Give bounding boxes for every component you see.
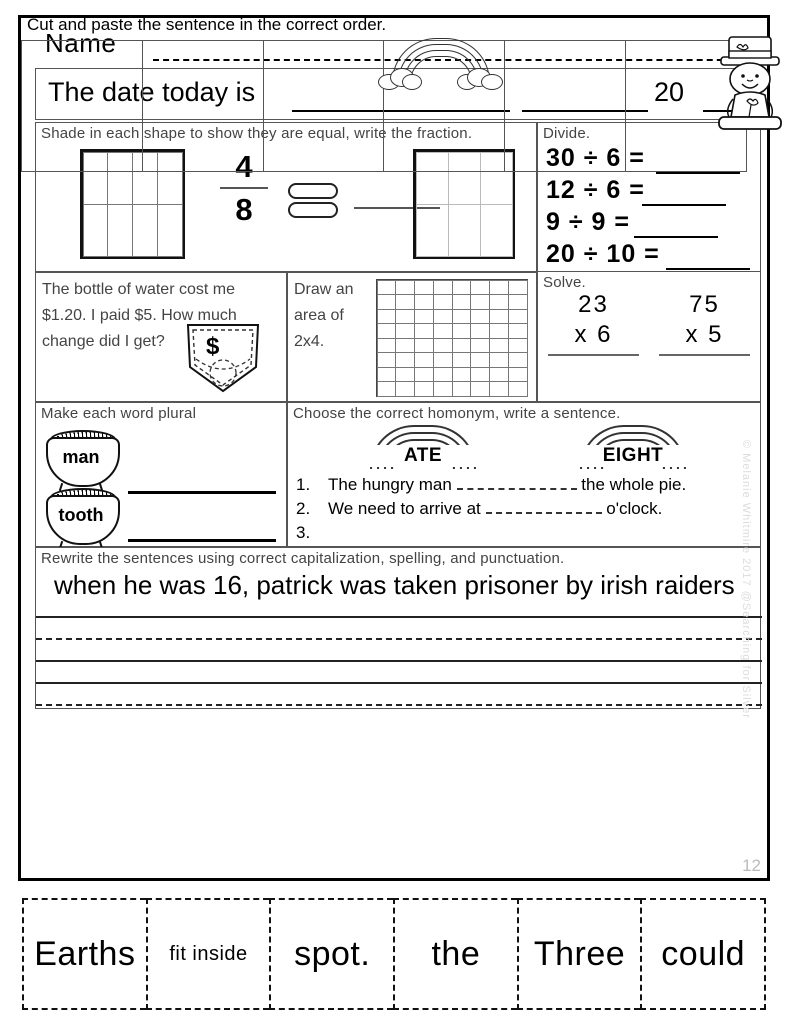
grid-cell[interactable]: [377, 294, 397, 310]
solve-problems: [538, 290, 760, 356]
word-card-label: the: [431, 934, 481, 973]
area-line-1: Draw an: [294, 281, 354, 298]
name-label: Name: [45, 28, 117, 58]
plural-word: tooth: [58, 505, 104, 525]
plural-word: man: [62, 447, 100, 467]
grid-cell[interactable]: [452, 338, 472, 354]
grid-cell[interactable]: [414, 323, 434, 339]
grid-cell[interactable]: [470, 352, 490, 368]
area-line-3: 2x4.: [294, 333, 325, 350]
money-pocket-icon: [182, 321, 264, 395]
pot-of-gold-icon: [44, 427, 118, 485]
equals-sign-icon: [288, 183, 338, 218]
grid-cell[interactable]: [508, 352, 528, 368]
word-card[interactable]: [517, 898, 641, 1010]
solve-operand-bottom: x 5: [685, 321, 724, 348]
homonym-text-after: the whole pie.: [581, 475, 687, 494]
cut-paste-cell[interactable]: [505, 41, 626, 171]
grid-cell[interactable]: [377, 338, 397, 354]
plural-title: Make each word plural: [41, 405, 197, 422]
solve-operand-bottom: x 6: [574, 321, 613, 348]
word-card-label: Earths: [34, 934, 136, 973]
homonym-blank[interactable]: [486, 512, 602, 514]
grid-cell[interactable]: [395, 381, 415, 397]
grid-cell[interactable]: [489, 323, 509, 339]
area-drawing-grid[interactable]: [376, 279, 528, 397]
divide-expression: 20 ÷ 10 =: [546, 240, 660, 268]
grid-cell[interactable]: [452, 309, 472, 325]
grid-cell[interactable]: [395, 323, 415, 339]
grid-cell[interactable]: [395, 309, 415, 325]
divide-answer-blank[interactable]: [634, 211, 718, 238]
grid-cell[interactable]: [508, 294, 528, 310]
rewrite-sentence: when he was 16, patrick was taken prisoner by irish raiders: [54, 570, 735, 600]
handwriting-line-solid[interactable]: [36, 660, 762, 662]
cut-paste-cell[interactable]: [264, 41, 385, 171]
word-card[interactable]: [640, 898, 766, 1010]
svg-text:$: $: [206, 333, 220, 360]
grid-cell[interactable]: [132, 204, 158, 257]
grid-cell[interactable]: [414, 381, 434, 397]
solve-title: Solve.: [543, 274, 586, 291]
money-line-2: $1.20. I paid $5. How much: [42, 307, 237, 324]
fraction-bar: [220, 187, 268, 189]
area-instruction: [288, 273, 376, 355]
grid-cell[interactable]: [395, 367, 415, 383]
rewrite-panel: [35, 547, 761, 709]
date-label: The date today is: [48, 77, 256, 107]
money-line-3: change did I get?: [42, 333, 165, 350]
fraction-denominator: 8: [235, 192, 253, 227]
homonym-text-before: The hungry man: [328, 475, 452, 494]
homonym-choice: EIGHT: [580, 445, 686, 467]
grid-cell[interactable]: [452, 367, 472, 383]
homonym-text-before: We need to arrive at: [328, 499, 481, 518]
fraction-numerator: 4: [235, 149, 253, 184]
grid-cell[interactable]: [433, 367, 453, 383]
grid-cell[interactable]: [107, 204, 133, 257]
grid-cell[interactable]: [452, 280, 472, 296]
word-card-label: fit inside: [169, 942, 248, 965]
cut-paste-cell[interactable]: [143, 41, 264, 171]
rewrite-title: Rewrite the sentences using correct capitalization, spelling, and punctuation.: [41, 550, 565, 567]
plural-answer-line[interactable]: [128, 491, 276, 494]
homonym-item-number: 1.: [296, 475, 311, 494]
grid-cell[interactable]: [508, 338, 528, 354]
grid-cell[interactable]: [414, 367, 434, 383]
plural-panel: [35, 402, 287, 547]
plural-answer-line[interactable]: [128, 539, 276, 542]
grid-cell[interactable]: [395, 352, 415, 368]
handwriting-line-solid[interactable]: [36, 616, 762, 618]
grid-cell[interactable]: [489, 338, 509, 354]
homonym-panel: [287, 402, 761, 547]
grid-cell[interactable]: [377, 381, 397, 397]
solve-operand-top: 75: [689, 291, 720, 318]
solve-problem: [649, 290, 760, 356]
grid-cell[interactable]: [395, 294, 415, 310]
grid-cell[interactable]: [508, 381, 528, 397]
grid-cell[interactable]: [414, 280, 434, 296]
grid-cell[interactable]: [452, 381, 472, 397]
divide-problem-row: [538, 240, 760, 272]
word-card-label: Three: [533, 934, 626, 973]
leprechaun-icon: [711, 35, 787, 135]
word-card-label: spot.: [294, 934, 371, 973]
grid-cell[interactable]: [414, 294, 434, 310]
grid-cell[interactable]: [395, 280, 415, 296]
grid-cell[interactable]: [377, 309, 397, 325]
grid-cell[interactable]: [452, 294, 472, 310]
divide-expression: 12 ÷ 6 =: [546, 176, 645, 204]
grid-cell[interactable]: [157, 204, 183, 257]
grid-cell[interactable]: [470, 323, 490, 339]
divide-expression: 9 ÷ 9 =: [546, 208, 630, 236]
copyright-watermark: © Melanie Whitmire 2017 @Searching for Silver: [740, 440, 752, 719]
grid-cell[interactable]: [470, 280, 490, 296]
grid-cell[interactable]: [489, 367, 509, 383]
grid-cell[interactable]: [414, 309, 434, 325]
grid-cell[interactable]: [508, 280, 528, 296]
grid-cell[interactable]: [377, 352, 397, 368]
grid-cell[interactable]: [448, 204, 481, 257]
divide-answer-blank[interactable]: [642, 179, 726, 206]
grid-cell[interactable]: [470, 381, 490, 397]
homonym-item-number: 3.: [296, 523, 311, 542]
divide-problem-row: [538, 208, 760, 240]
grid-cell[interactable]: [377, 323, 397, 339]
grid-cell[interactable]: [452, 323, 472, 339]
divide-problem-row: [538, 176, 760, 208]
grid-cell[interactable]: [414, 338, 434, 354]
word-card-label: could: [661, 934, 746, 973]
area-line-2: area of: [294, 307, 344, 324]
grid-cell[interactable]: [470, 338, 490, 354]
homonym-choice: ATE: [370, 445, 476, 467]
divide-expression: 30 ÷ 6 =: [546, 144, 645, 172]
word-card[interactable]: [146, 898, 270, 1010]
homonym-sentence-1: [328, 475, 686, 495]
grid-cell[interactable]: [489, 309, 509, 325]
grid-cell[interactable]: [433, 352, 453, 368]
rainbow-choice-icon[interactable]: [580, 425, 686, 469]
grid-cell[interactable]: [433, 294, 453, 310]
rainbow-choice-icon[interactable]: [370, 425, 476, 469]
grid-cell[interactable]: [452, 352, 472, 368]
solve-answer-rule[interactable]: [548, 354, 639, 356]
handwriting-line-solid[interactable]: [36, 682, 762, 684]
divide-answer-blank[interactable]: [666, 243, 750, 270]
solve-answer-rule[interactable]: [659, 354, 750, 356]
fractions-title: Shade in each shape to show they are equal, write the fraction.: [41, 125, 473, 142]
grid-cell[interactable]: [508, 309, 528, 325]
money-problem-panel: [35, 272, 287, 402]
word-card[interactable]: [22, 898, 146, 1010]
grid-cell[interactable]: [470, 309, 490, 325]
grid-cell[interactable]: [489, 294, 509, 310]
area-panel: [287, 272, 537, 402]
grid-cell[interactable]: [433, 381, 453, 397]
solve-panel: [537, 272, 761, 402]
grid-cell[interactable]: [377, 367, 397, 383]
homonym-blank[interactable]: [457, 488, 577, 490]
grid-cell[interactable]: [395, 338, 415, 354]
grid-cell[interactable]: [470, 294, 490, 310]
grid-cell[interactable]: [416, 204, 449, 257]
divide-title: Divide.: [543, 125, 591, 142]
date-year-prefix: 20: [654, 77, 685, 107]
pot-of-gold-icon: [44, 485, 118, 543]
handwriting-line-dashed[interactable]: [36, 704, 762, 706]
page-number: 12: [742, 856, 761, 875]
word-card[interactable]: [393, 898, 517, 1010]
solve-operand-top: 23: [578, 291, 609, 318]
homonym-text-after: o'clock.: [606, 499, 663, 518]
homonym-item-number: 2.: [296, 499, 311, 518]
grid-cell[interactable]: [470, 367, 490, 383]
grid-cell[interactable]: [433, 323, 453, 339]
grid-cell[interactable]: [433, 280, 453, 296]
worksheet-frame: [18, 15, 770, 881]
grid-cell[interactable]: [508, 323, 528, 339]
cut-paste-cell[interactable]: [22, 41, 143, 171]
solve-problem: [538, 290, 649, 356]
money-line-1: The bottle of water cost me: [42, 281, 235, 298]
grid-cell[interactable]: [489, 352, 509, 368]
grid-cell[interactable]: [433, 309, 453, 325]
grid-cell[interactable]: [414, 352, 434, 368]
grid-cell[interactable]: [83, 204, 109, 257]
rainbow-icon: [378, 36, 503, 82]
homonym-sentence-2: [328, 499, 662, 519]
word-card-strip: [22, 898, 766, 1010]
cut-paste-title: Cut and paste the sentence in the correct order.: [27, 15, 387, 34]
grid-cell[interactable]: [508, 367, 528, 383]
grid-cell[interactable]: [489, 280, 509, 296]
word-card[interactable]: [269, 898, 393, 1010]
grid-cell[interactable]: [377, 280, 397, 296]
homonym-title: Choose the correct homonym, write a sentence.: [293, 405, 621, 422]
grid-cell[interactable]: [489, 381, 509, 397]
grid-cell[interactable]: [480, 204, 513, 257]
handwriting-line-dashed[interactable]: [36, 638, 762, 640]
grid-cell[interactable]: [433, 338, 453, 354]
